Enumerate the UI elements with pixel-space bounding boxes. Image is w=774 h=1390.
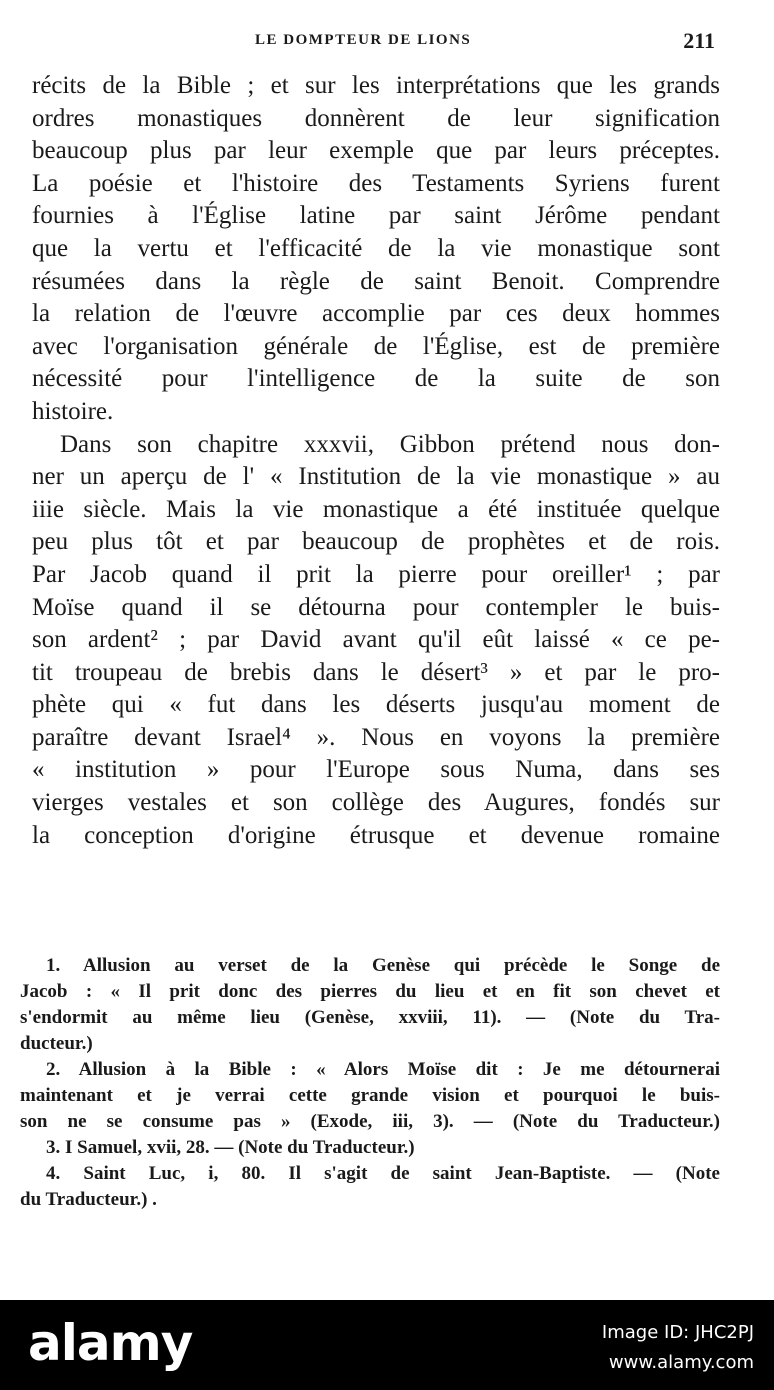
body-line: histoire. xyxy=(32,397,114,425)
footnote-line: Jacob : « Il prit donc des pierres du lieu et en fit son chevet et xyxy=(20,981,720,1002)
running-title: LE DOMPTEUR DE LIONS xyxy=(255,32,472,48)
footnotes xyxy=(20,953,720,1213)
body-line: que la vertu et l'efficacité de la vie monastique sont xyxy=(32,234,720,262)
body-line: ordres monastiques donnèrent de leur signification xyxy=(32,104,720,132)
footnote-line: 4. Saint Luc, i, 80. Il s'agit de saint Jean-Baptiste. — (Note xyxy=(46,1163,720,1184)
watermark-bar xyxy=(0,1300,774,1390)
footnote-line: 3. I Samuel, xvii, 28. — (Note du Traducteur.) xyxy=(46,1137,415,1158)
footnote-line: maintenant et je verrai cette grande vision et pourquoi le buis- xyxy=(20,1085,720,1106)
footnote-line: son ne se consume pas » (Exode, iii, 3). — (Note du Traducteur.) xyxy=(20,1111,720,1132)
footnote-line: 1. Allusion au verset de la Genèse qui précède le Songe de xyxy=(46,955,720,976)
footnote-line: ducteur.) xyxy=(20,1033,93,1054)
image-id: Image ID: JHC2PJ xyxy=(601,1322,754,1343)
body-line: Par Jacob quand il prit la pierre pour oreiller¹ ; par xyxy=(32,560,720,588)
site-url: www.alamy.com xyxy=(608,1352,754,1373)
body-line: peu plus tôt et par beaucoup de prophètes et de rois. xyxy=(32,528,720,556)
running-head xyxy=(255,28,725,58)
body-line: récits de la Bible ; et sur les interprétations que les grands xyxy=(32,72,720,99)
footnote-line: du Traducteur.) . xyxy=(20,1189,157,1210)
body-line: son ardent² ; par David avant qu'il eût laissé « ce pe- xyxy=(32,626,720,654)
footnote-line: 2. Allusion à la Bible : « Alors Moïse dit : Je me détournerai xyxy=(46,1059,720,1080)
body-text xyxy=(32,70,720,852)
brand-logo: alamy xyxy=(28,1314,193,1372)
page-number: 211 xyxy=(683,28,715,53)
body-line: « institution » pour l'Europe sous Numa, dans ses xyxy=(32,756,720,784)
body-line: la conception d'origine étrusque et devenue romaine xyxy=(32,821,720,849)
footnote-line: s'endormit au même lieu (Genèse, xxviii, 11). — (Note du Tra- xyxy=(20,1007,720,1028)
body-line: Dans son chapitre xxxvii, Gibbon prétend nous don- xyxy=(60,430,720,458)
body-line: tit troupeau de brebis dans le désert³ » et par le pro- xyxy=(32,658,720,686)
body-line: nécessité pour l'intelligence de la suite de son xyxy=(32,365,720,393)
body-line: ner un aperçu de l' « Institution de la vie monastique » au xyxy=(32,463,720,491)
body-line: iiie siècle. Mais la vie monastique a été instituée quelque xyxy=(32,495,720,523)
body-line: paraître devant Israel⁴ ». Nous en voyons la première xyxy=(32,723,720,751)
body-line: vierges vestales et son collège des Augures, fondés sur xyxy=(32,789,720,817)
body-line: la relation de l'œuvre accomplie par ces deux hommes xyxy=(32,300,720,328)
body-line: résumées dans la règle de saint Benoit. Comprendre xyxy=(32,267,720,295)
body-line: fournies à l'Église latine par saint Jérôme pendant xyxy=(32,202,720,230)
body-line: Moïse quand il se détourna pour contempler le buis- xyxy=(32,593,720,621)
body-line: beaucoup plus par leur exemple que par leurs préceptes. xyxy=(32,137,720,165)
body-line: La poésie et l'histoire des Testaments Syriens furent xyxy=(32,169,720,197)
body-line: phète qui « fut dans les déserts jusqu'au moment de xyxy=(32,691,720,719)
body-line: avec l'organisation générale de l'Église, est de première xyxy=(32,332,720,360)
